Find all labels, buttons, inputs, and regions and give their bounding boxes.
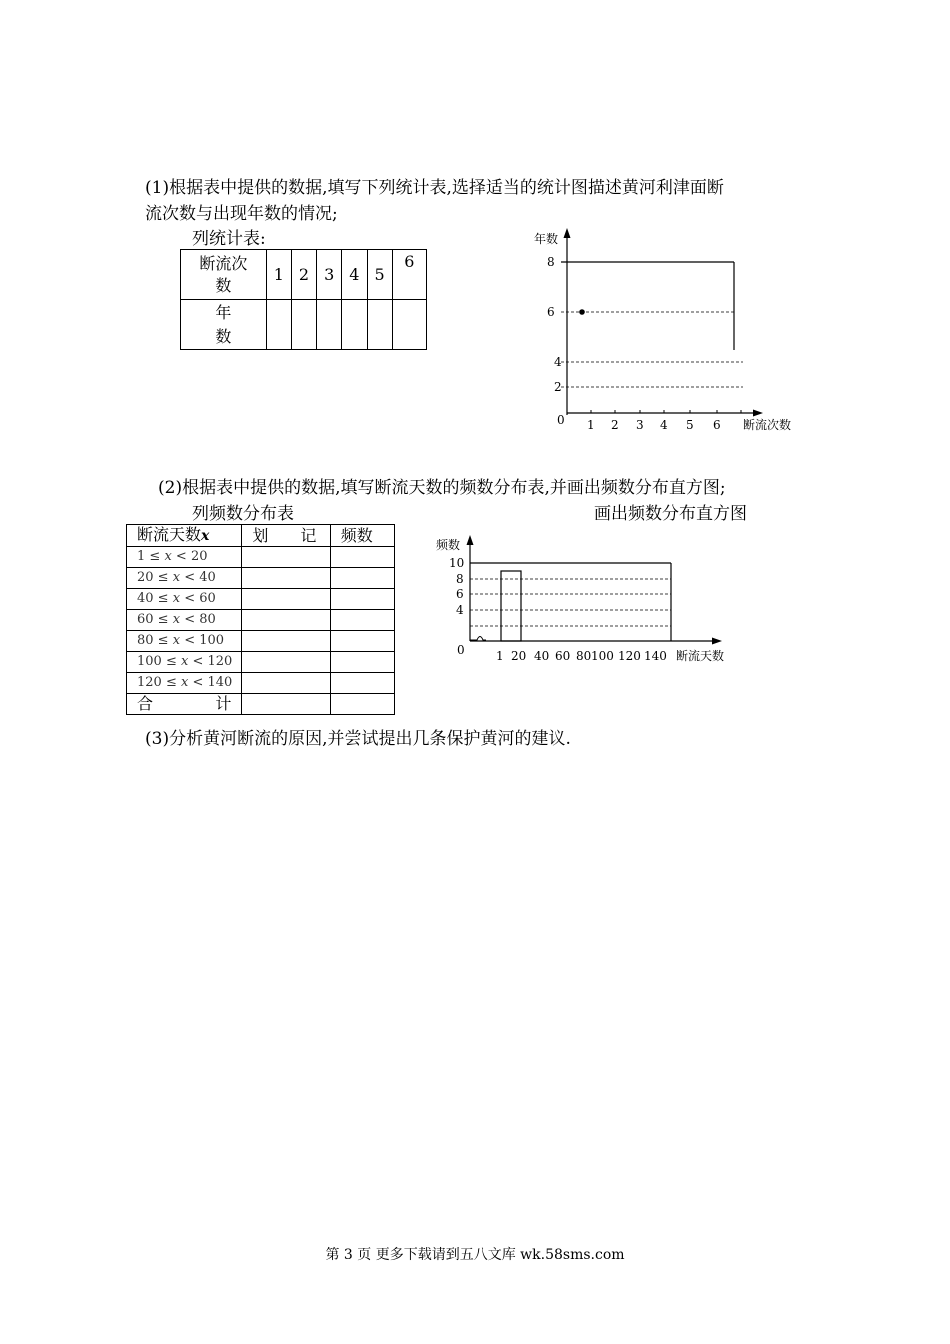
x-tick-140: 140 bbox=[644, 649, 667, 663]
data-point bbox=[579, 309, 585, 315]
interval-cell: 40 ≤ x < 60 bbox=[127, 589, 242, 610]
interval-lo: 80 bbox=[137, 633, 154, 648]
frequency-table bbox=[126, 524, 395, 715]
x-tick-4: 4 bbox=[660, 418, 668, 432]
x-axis-arrow bbox=[753, 410, 763, 417]
x-tick-3: 3 bbox=[636, 418, 644, 432]
q2-table-caption: 列频数分布表 bbox=[192, 504, 294, 524]
tally-cell bbox=[242, 673, 330, 694]
x-tick-1: 1 bbox=[587, 418, 595, 432]
interval-cell: 60 ≤ x < 80 bbox=[127, 610, 242, 631]
x-tick-80: 80 bbox=[576, 649, 592, 663]
x-axis-label: 断流天数 bbox=[676, 649, 725, 663]
y-axis-arrow bbox=[564, 228, 571, 238]
total-label-b: 计 bbox=[215, 694, 232, 713]
q1-table-caption: 列统计表: bbox=[192, 229, 266, 249]
table-header-count bbox=[181, 250, 267, 300]
count-year-table bbox=[180, 249, 427, 350]
table-cell bbox=[266, 300, 291, 350]
x-tick-40: 40 bbox=[534, 649, 550, 663]
table-row bbox=[127, 568, 395, 589]
interval-hi: 140 bbox=[207, 675, 233, 690]
frequency-cell bbox=[330, 673, 394, 694]
frequency-cell bbox=[330, 631, 394, 652]
header-years-line1: 年 bbox=[215, 302, 232, 322]
interval-lo: 40 bbox=[137, 591, 154, 606]
table-cell bbox=[317, 300, 342, 350]
tally-cell bbox=[242, 610, 330, 631]
interval-cell: 20 ≤ x < 40 bbox=[127, 568, 242, 589]
table-col-4: 4 bbox=[342, 250, 367, 300]
table-cell bbox=[392, 300, 426, 350]
header-count-line1: 断流次 bbox=[199, 253, 248, 273]
interval-hi: 100 bbox=[199, 633, 225, 648]
x-axis-label: 断流次数 bbox=[743, 418, 792, 432]
total-label bbox=[127, 694, 242, 715]
y-tick-8: 8 bbox=[456, 572, 464, 586]
table-col-1: 1 bbox=[266, 250, 291, 300]
y-tick-4: 4 bbox=[554, 355, 562, 369]
tally-cell bbox=[242, 652, 330, 673]
y-axis-label: 年数 bbox=[534, 232, 559, 246]
table-row bbox=[127, 652, 395, 673]
table-header-years bbox=[181, 300, 267, 350]
q3-text-line1: (3)分析黄河断流的原因,并尝试提出几条保护黄河的建议. bbox=[145, 729, 571, 749]
histogram-bar bbox=[501, 571, 521, 641]
header-days bbox=[127, 525, 242, 547]
page-footer: 第 3 页 更多下载请到五八文库 wk.58sms.com bbox=[325, 1247, 625, 1263]
x-axis-arrow bbox=[712, 638, 722, 645]
axis-break bbox=[470, 637, 486, 641]
q2-hist-caption: 画出频数分布直方图 bbox=[594, 504, 747, 524]
table-col-3: 3 bbox=[317, 250, 342, 300]
interval-lo: 120 bbox=[137, 675, 162, 690]
table-row bbox=[127, 610, 395, 631]
table-row bbox=[127, 673, 395, 694]
origin-label: 0 bbox=[457, 643, 465, 657]
interval-hi: 20 bbox=[190, 549, 208, 564]
frequency-cell bbox=[330, 610, 394, 631]
interval-cell: 120 ≤ x < 140 bbox=[127, 673, 242, 694]
table-cell bbox=[367, 300, 392, 350]
table-row bbox=[127, 631, 395, 652]
y-tick-4: 4 bbox=[456, 603, 464, 617]
header-var: x bbox=[201, 528, 210, 544]
x-tick-5: 5 bbox=[686, 418, 694, 432]
x-tick-120: 120 bbox=[618, 649, 641, 663]
x-tick-100: 100 bbox=[591, 649, 614, 663]
interval-lo: 1 bbox=[137, 549, 146, 564]
frequency-cell bbox=[330, 547, 394, 568]
tally-cell bbox=[242, 631, 330, 652]
interval-hi: 80 bbox=[199, 612, 216, 627]
count-year-chart bbox=[525, 225, 815, 440]
frequency-cell bbox=[330, 652, 394, 673]
x-tick-1: 1 bbox=[496, 649, 504, 663]
tally-cell bbox=[242, 547, 330, 568]
header-days-label: 断流天数 bbox=[137, 525, 202, 544]
table-cell bbox=[291, 300, 316, 350]
x-tick-20: 20 bbox=[511, 649, 527, 663]
header-frequency: 频数 bbox=[330, 525, 394, 547]
frequency-cell bbox=[330, 694, 394, 715]
table-col-5: 5 bbox=[367, 250, 392, 300]
y-axis-label: 频数 bbox=[436, 538, 461, 552]
frequency-histogram bbox=[430, 532, 740, 672]
interval-lo: 100 bbox=[137, 654, 162, 669]
interval-lo: 20 bbox=[137, 570, 154, 585]
y-axis-arrow bbox=[467, 535, 474, 545]
y-tick-8: 8 bbox=[547, 255, 555, 269]
y-tick-10: 10 bbox=[449, 556, 465, 570]
table-row bbox=[127, 547, 395, 568]
table-col-2: 2 bbox=[291, 250, 316, 300]
interval-hi: 40 bbox=[199, 570, 216, 585]
total-row bbox=[127, 694, 395, 715]
frequency-cell bbox=[330, 568, 394, 589]
frequency-cell bbox=[330, 589, 394, 610]
interval-lo: 60 bbox=[137, 612, 154, 627]
interval-cell: 100 ≤ x < 120 bbox=[127, 652, 242, 673]
header-count-line2: 数 bbox=[215, 275, 232, 295]
x-tick-2: 2 bbox=[611, 418, 619, 432]
total-label-a: 合 bbox=[137, 694, 154, 713]
interval-cell: 80 ≤ x < 100 bbox=[127, 631, 242, 652]
tally-cell bbox=[242, 568, 330, 589]
table-row bbox=[127, 589, 395, 610]
table-cell bbox=[342, 300, 367, 350]
q1-text-line2: 流次数与出现年数的情况; bbox=[145, 204, 338, 224]
y-tick-2: 2 bbox=[554, 380, 562, 394]
x-tick-6: 6 bbox=[713, 418, 721, 432]
x-tick-60: 60 bbox=[555, 649, 571, 663]
q2-text-line1: (2)根据表中提供的数据,填写断流天数的频数分布表,并画出频数分布直方图; bbox=[158, 478, 726, 498]
y-tick-6: 6 bbox=[547, 305, 555, 319]
tally-cell bbox=[242, 694, 330, 715]
header-years-line2: 数 bbox=[215, 326, 232, 346]
q1-text-line1: (1)根据表中提供的数据,填写下列统计表,选择适当的统计图描述黄河利津面断 bbox=[145, 178, 724, 198]
origin-label: 0 bbox=[557, 413, 565, 427]
tally-cell bbox=[242, 589, 330, 610]
interval-hi: 120 bbox=[207, 654, 233, 669]
table-col-6: 6 bbox=[392, 250, 426, 300]
interval-hi: 60 bbox=[199, 591, 216, 606]
interval-cell: 1 ≤ x < 20 bbox=[127, 547, 242, 568]
y-tick-6: 6 bbox=[456, 587, 464, 601]
header-tally: 划 记 bbox=[242, 525, 330, 547]
